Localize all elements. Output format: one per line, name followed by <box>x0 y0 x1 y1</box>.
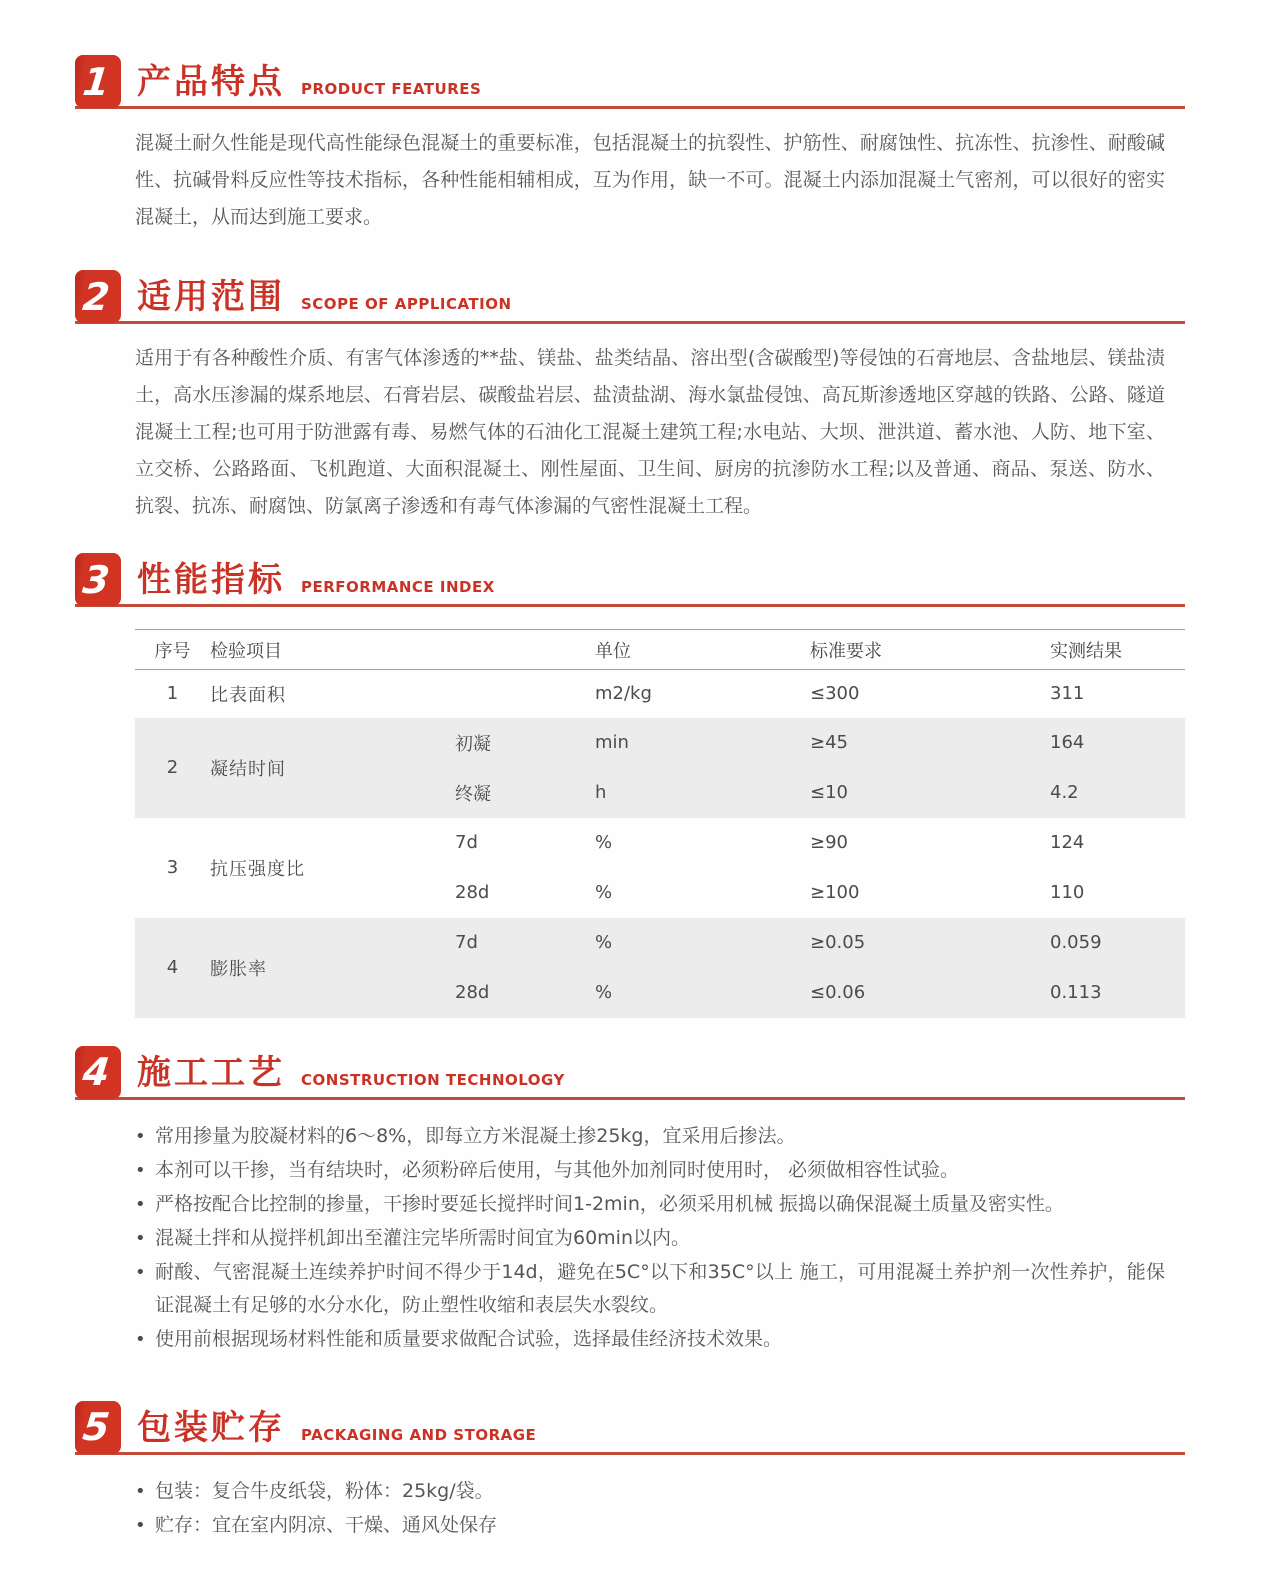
col-header-no: 序号 <box>154 640 191 662</box>
section-3-number: 3 <box>80 557 112 602</box>
cell-standard: ≥90 <box>810 832 848 853</box>
bullet-item: • 严格按配合比控制的掺量，干掺时要延长搅拌时间1-2min，必须采用机械 振捣以确保混凝土质量及密实性。 <box>133 1188 1165 1221</box>
section-4-number: 4 <box>80 1050 112 1094</box>
col-header-result: 实测结果 <box>1050 640 1122 662</box>
cell-unit: % <box>595 832 613 853</box>
table-row <box>135 918 1185 968</box>
section-construction-technology <box>75 1046 1185 1401</box>
section-5-title-en: PACKAGING AND STORAGE <box>301 1425 537 1444</box>
section-5-number: 5 <box>80 1405 112 1449</box>
performance-table <box>135 629 1185 1018</box>
section-1-paragraph: 混凝土耐久性能是现代高性能绿色混凝土的重要标准，包括混凝土的抗裂性、护筋性、耐腐蚀性、抗冻性、抗渗性、耐酸碱性、抗碱骨料反应性等技术指标，各种性能相辅相成，互为作用，缺一不可。混凝土内添加混凝土气密剂，可以很好的密实混凝土，从而达到施工要求。 <box>135 132 1165 228</box>
section-2-title-en: SCOPE OF APPLICATION <box>301 295 512 313</box>
cell-result: 164 <box>1030 718 1185 768</box>
cell-sub: 7d <box>435 918 575 968</box>
bullet-item: • 使用前根据现场材料性能和质量要求做配合试验，选择最佳经济技术效果。 <box>133 1323 1165 1356</box>
cell-result: 311 <box>1050 683 1085 705</box>
cell-result: 0.113 <box>1030 968 1185 1018</box>
section-2-header <box>75 270 1185 324</box>
table-header-row <box>135 630 1185 670</box>
cell-standard: ≤300 <box>810 683 860 705</box>
performance-table-wrapper <box>135 629 1185 1018</box>
section-3-header <box>75 553 1185 607</box>
cell-sub: 28d <box>455 882 490 903</box>
cell-unit: % <box>595 882 613 903</box>
cell-unit: % <box>575 968 790 1018</box>
cell-unit: h <box>575 768 790 818</box>
section-4-number-badge <box>75 1046 121 1099</box>
cell-no: 1 <box>166 683 179 705</box>
col-header-item: 检验项目 <box>210 640 282 662</box>
section-1-title-zh: 产品特点 <box>137 62 285 102</box>
bullet-item: • 耐酸、气密混凝土连续养护时间不得少于14d，避免在5C°以下和35C°以上 施工，可用混凝土养护剂一次性养护，能保证混凝土有足够的水分水化，防止塑性收缩和表层失水裂纹。 <box>133 1256 1165 1322</box>
col-header-unit: 单位 <box>595 640 631 662</box>
col-header-standard: 标准要求 <box>810 640 882 662</box>
packaging-bullet-list <box>133 1475 1165 1542</box>
section-4-title-en: CONSTRUCTION TECHNOLOGY <box>301 1070 565 1089</box>
cell-item: 膨胀率 <box>210 918 435 1018</box>
cell-no: 3 <box>166 857 179 878</box>
table-row <box>135 670 1185 718</box>
section-3-title-en: PERFORMANCE INDEX <box>301 578 495 596</box>
cell-standard: ≥45 <box>790 718 1030 768</box>
cell-sub: 28d <box>435 968 575 1018</box>
section-5-header <box>75 1401 1185 1455</box>
cell-result: 0.059 <box>1030 918 1185 968</box>
cell-sub: 7d <box>455 832 478 853</box>
cell-item: 凝结时间 <box>210 718 435 818</box>
section-5-title-zh: 包装贮存 <box>137 1407 285 1448</box>
section-1-title-en: PRODUCT FEATURES <box>301 80 482 98</box>
cell-unit: % <box>575 918 790 968</box>
cell-sub <box>435 670 575 718</box>
cell-item: 比表面积 <box>210 684 286 706</box>
section-3-title-zh: 性能指标 <box>137 560 285 600</box>
section-2-number: 2 <box>80 274 112 319</box>
cell-standard: ≤0.06 <box>790 968 1030 1018</box>
table-row <box>135 718 1185 768</box>
cell-unit: m2/kg <box>595 683 652 705</box>
cell-sub: 初凝 <box>435 718 575 768</box>
cell-standard: ≥100 <box>810 882 860 903</box>
cell-result: 110 <box>1050 882 1085 903</box>
section-5-number-badge <box>75 1401 121 1454</box>
section-2-title-zh: 适用范围 <box>137 277 285 317</box>
section-1-number: 1 <box>80 59 112 104</box>
bullet-item: • 常用掺量为胶凝材料的6～8%，即每立方米混凝土掺25kg，宜采用后掺法。 <box>133 1120 1165 1153</box>
section-scope-of-application <box>75 270 1185 525</box>
section-1-header <box>75 55 1185 109</box>
cell-standard: ≤10 <box>790 768 1030 818</box>
cell-result: 4.2 <box>1030 768 1185 818</box>
bullet-item: • 混凝土拌和从搅拌机卸出至灌注完毕所需时间宜为60min以内。 <box>133 1222 1165 1255</box>
section-1-number-badge <box>75 55 121 108</box>
cell-standard: ≥0.05 <box>790 918 1030 968</box>
section-packaging-storage <box>75 1401 1185 1542</box>
cell-unit: min <box>575 718 790 768</box>
cell-item: 抗压强度比 <box>210 858 305 880</box>
cell-no: 4 <box>135 918 210 1018</box>
bullet-item: • 贮存：宜在室内阴凉、干燥、通风处保存 <box>133 1509 1165 1542</box>
section-4-header <box>75 1046 1185 1100</box>
col-header-sub <box>435 630 575 670</box>
cell-result: 124 <box>1050 832 1085 853</box>
section-product-features <box>75 55 1185 236</box>
construction-bullet-list <box>133 1120 1165 1356</box>
section-2-number-badge <box>75 270 121 323</box>
bullet-item: • 包装：复合牛皮纸袋，粉体：25kg/袋。 <box>133 1475 1165 1508</box>
table-row <box>135 818 1185 868</box>
cell-no: 2 <box>135 718 210 818</box>
cell-sub: 终凝 <box>435 768 575 818</box>
section-2-paragraph: 适用于有各种酸性介质、有害气体渗透的**盐、镁盐、盐类结晶、溶出型(含碳酸型)等侵蚀的石膏地层、含盐地层、镁盐渍土，高水压渗漏的煤系地层、石膏岩层、碳酸盐岩层、盐渍盐湖、海水氯盐侵蚀、高瓦斯渗透地区穿越的铁路、公路、隧道混凝土工程;也可用于防泄露有毒、易燃气体的石油化工混凝土建筑工程;水电站、大坝、泄洪道、蓄水池、人防、地下室、立交桥、公路路面、飞机跑道、大面积混凝土、刚性屋面、卫生间、厨房的抗渗防水工程;以及普通、商品、泵送、防水、抗裂、抗冻、耐腐蚀、防氯离子渗透和有毒气体渗漏的气密性混凝土工程。 <box>135 347 1165 517</box>
section-3-number-badge <box>75 553 121 606</box>
section-4-title-zh: 施工工艺 <box>137 1052 285 1093</box>
bullet-item: • 本剂可以干掺，当有结块时，必须粉碎后使用，与其他外加剂同时使用时， 必须做相容性试验。 <box>133 1154 1165 1187</box>
section-performance-index <box>75 553 1185 1018</box>
